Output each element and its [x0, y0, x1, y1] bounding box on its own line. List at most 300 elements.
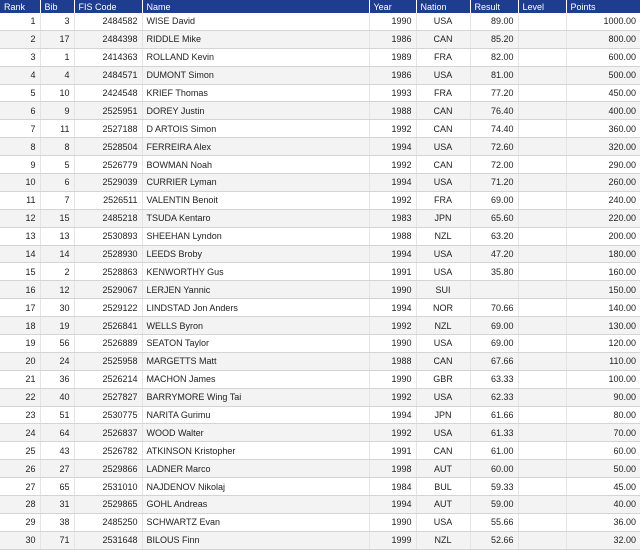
cell-rank: 18: [0, 317, 40, 335]
cell-year: 1988: [369, 227, 416, 245]
cell-fis: 2484582: [74, 13, 142, 30]
table-row: [0, 281, 640, 299]
cell-bib: 51: [40, 406, 74, 424]
cell-name[interactable]: LINDSTAD Jon Anders: [142, 299, 369, 317]
table-body: [0, 13, 640, 549]
cell-result: 76.40: [470, 102, 518, 120]
cell-bib: 24: [40, 352, 74, 370]
cell-level: [518, 209, 566, 227]
cell-year: 1988: [369, 102, 416, 120]
cell-rank: 30: [0, 531, 40, 549]
cell-rank: 9: [0, 156, 40, 174]
cell-bib: 64: [40, 424, 74, 442]
table-row: [0, 370, 640, 388]
cell-fis: 2527827: [74, 388, 142, 406]
cell-bib: 7: [40, 191, 74, 209]
cell-fis: 2526837: [74, 424, 142, 442]
cell-bib: 15: [40, 209, 74, 227]
table-row: [0, 66, 640, 84]
column-header-fis-code[interactable]: FIS Code: [74, 0, 142, 13]
cell-points: 80.00: [566, 406, 640, 424]
cell-bib: 3: [40, 13, 74, 30]
cell-result: 77.20: [470, 84, 518, 102]
cell-name[interactable]: BOWMAN Noah: [142, 156, 369, 174]
cell-nation: USA: [416, 388, 470, 406]
cell-result: [470, 281, 518, 299]
cell-year: 1990: [369, 335, 416, 353]
table-row: [0, 424, 640, 442]
cell-bib: 5: [40, 156, 74, 174]
cell-nation: USA: [416, 13, 470, 30]
cell-year: 1992: [369, 424, 416, 442]
cell-level: [518, 317, 566, 335]
cell-year: 1994: [369, 299, 416, 317]
cell-points: 800.00: [566, 30, 640, 48]
cell-points: 240.00: [566, 191, 640, 209]
cell-nation: CAN: [416, 156, 470, 174]
table-row: [0, 352, 640, 370]
cell-result: 59.00: [470, 496, 518, 514]
cell-rank: 29: [0, 513, 40, 531]
cell-year: 1990: [369, 513, 416, 531]
cell-result: 63.20: [470, 227, 518, 245]
cell-fis: 2528930: [74, 245, 142, 263]
cell-points: 45.00: [566, 478, 640, 496]
cell-points: 450.00: [566, 84, 640, 102]
cell-fis: 2530893: [74, 227, 142, 245]
cell-fis: 2529122: [74, 299, 142, 317]
cell-nation: CAN: [416, 102, 470, 120]
cell-points: 400.00: [566, 102, 640, 120]
cell-fis: 2527188: [74, 120, 142, 138]
cell-year: 1988: [369, 352, 416, 370]
cell-rank: 14: [0, 245, 40, 263]
cell-year: 1998: [369, 460, 416, 478]
cell-level: [518, 388, 566, 406]
column-header-name[interactable]: Name: [142, 0, 369, 13]
cell-nation: CAN: [416, 120, 470, 138]
table-row: [0, 120, 640, 138]
cell-fis: 2531648: [74, 531, 142, 549]
table-row: [0, 478, 640, 496]
cell-level: [518, 227, 566, 245]
table-row: [0, 227, 640, 245]
cell-bib: 38: [40, 513, 74, 531]
cell-name[interactable]: LADNER Marco: [142, 460, 369, 478]
table-row: [0, 191, 640, 209]
cell-points: 260.00: [566, 174, 640, 192]
cell-rank: 23: [0, 406, 40, 424]
table-row: [0, 30, 640, 48]
cell-rank: 21: [0, 370, 40, 388]
cell-year: 1994: [369, 245, 416, 263]
table-header: [0, 0, 640, 13]
cell-year: 1984: [369, 478, 416, 496]
cell-bib: 2: [40, 263, 74, 281]
cell-result: 72.00: [470, 156, 518, 174]
cell-name[interactable]: KRIEF Thomas: [142, 84, 369, 102]
cell-points: 180.00: [566, 245, 640, 263]
table-row: [0, 263, 640, 281]
cell-year: 1999: [369, 531, 416, 549]
cell-points: 160.00: [566, 263, 640, 281]
cell-nation: USA: [416, 138, 470, 156]
table-row: [0, 442, 640, 460]
cell-fis: 2529067: [74, 281, 142, 299]
cell-fis: 2526782: [74, 442, 142, 460]
cell-level: [518, 245, 566, 263]
cell-name[interactable]: MARGETTS Matt: [142, 352, 369, 370]
table-row: [0, 531, 640, 549]
cell-rank: 19: [0, 335, 40, 353]
cell-rank: 17: [0, 299, 40, 317]
cell-result: 61.33: [470, 424, 518, 442]
cell-bib: 13: [40, 227, 74, 245]
cell-result: 89.00: [470, 13, 518, 30]
cell-name[interactable]: BARRYMORE Wing Tai: [142, 388, 369, 406]
cell-fis: 2529865: [74, 496, 142, 514]
cell-nation: FRA: [416, 191, 470, 209]
cell-rank: 12: [0, 209, 40, 227]
cell-name[interactable]: KENWORTHY Gus: [142, 263, 369, 281]
table-row: [0, 48, 640, 66]
cell-bib: 4: [40, 66, 74, 84]
cell-nation: USA: [416, 513, 470, 531]
cell-year: 1990: [369, 281, 416, 299]
cell-points: 120.00: [566, 335, 640, 353]
table-row: [0, 317, 640, 335]
cell-bib: 6: [40, 174, 74, 192]
cell-points: 40.00: [566, 496, 640, 514]
cell-fis: 2526511: [74, 191, 142, 209]
cell-year: 1992: [369, 388, 416, 406]
cell-year: 1986: [369, 66, 416, 84]
table-row: [0, 460, 640, 478]
cell-level: [518, 120, 566, 138]
cell-nation: USA: [416, 174, 470, 192]
cell-name[interactable]: ROLLAND Kevin: [142, 48, 369, 66]
cell-nation: NOR: [416, 299, 470, 317]
cell-result: 82.00: [470, 48, 518, 66]
cell-rank: 15: [0, 263, 40, 281]
cell-result: 70.66: [470, 299, 518, 317]
cell-rank: 8: [0, 138, 40, 156]
cell-nation: NZL: [416, 227, 470, 245]
cell-nation: USA: [416, 424, 470, 442]
cell-points: 70.00: [566, 424, 640, 442]
cell-level: [518, 174, 566, 192]
cell-rank: 1: [0, 13, 40, 30]
cell-rank: 13: [0, 227, 40, 245]
cell-year: 1994: [369, 496, 416, 514]
cell-bib: 9: [40, 102, 74, 120]
cell-points: 150.00: [566, 281, 640, 299]
cell-year: 1983: [369, 209, 416, 227]
cell-points: 130.00: [566, 317, 640, 335]
cell-year: 1993: [369, 84, 416, 102]
column-header-bib[interactable]: Bib: [40, 0, 74, 13]
table-row: [0, 102, 640, 120]
cell-level: [518, 156, 566, 174]
cell-year: 1992: [369, 191, 416, 209]
cell-fis: 2525958: [74, 352, 142, 370]
cell-result: 61.66: [470, 406, 518, 424]
cell-bib: 36: [40, 370, 74, 388]
cell-level: [518, 513, 566, 531]
cell-bib: 43: [40, 442, 74, 460]
cell-name[interactable]: GOHL Andreas: [142, 496, 369, 514]
cell-points: 360.00: [566, 120, 640, 138]
cell-year: 1994: [369, 174, 416, 192]
cell-result: 69.00: [470, 317, 518, 335]
cell-nation: USA: [416, 263, 470, 281]
cell-result: 67.66: [470, 352, 518, 370]
cell-points: 320.00: [566, 138, 640, 156]
cell-name[interactable]: RIDDLE Mike: [142, 30, 369, 48]
cell-year: 1992: [369, 317, 416, 335]
cell-rank: 26: [0, 460, 40, 478]
cell-bib: 11: [40, 120, 74, 138]
cell-rank: 22: [0, 388, 40, 406]
cell-year: 1991: [369, 442, 416, 460]
cell-result: 85.20: [470, 30, 518, 48]
cell-year: 1990: [369, 13, 416, 30]
cell-points: 200.00: [566, 227, 640, 245]
cell-nation: AUT: [416, 460, 470, 478]
cell-name[interactable]: VALENTIN Benoit: [142, 191, 369, 209]
cell-level: [518, 138, 566, 156]
cell-level: [518, 48, 566, 66]
table-row: [0, 406, 640, 424]
cell-bib: 10: [40, 84, 74, 102]
cell-result: 59.33: [470, 478, 518, 496]
cell-level: [518, 84, 566, 102]
cell-nation: AUT: [416, 496, 470, 514]
cell-nation: NZL: [416, 531, 470, 549]
cell-fis: 2484398: [74, 30, 142, 48]
cell-name[interactable]: WISE David: [142, 13, 369, 30]
cell-nation: JPN: [416, 406, 470, 424]
cell-level: [518, 299, 566, 317]
cell-bib: 40: [40, 388, 74, 406]
cell-fis: 2529866: [74, 460, 142, 478]
cell-level: [518, 370, 566, 388]
cell-fis: 2484571: [74, 66, 142, 84]
cell-rank: 25: [0, 442, 40, 460]
cell-name[interactable]: FERREIRA Alex: [142, 138, 369, 156]
column-header-year[interactable]: Year: [369, 0, 416, 13]
cell-bib: 71: [40, 531, 74, 549]
cell-name[interactable]: TSUDA Kentaro: [142, 209, 369, 227]
cell-bib: 19: [40, 317, 74, 335]
cell-name[interactable]: DOREY Justin: [142, 102, 369, 120]
cell-year: 1991: [369, 263, 416, 281]
cell-bib: 27: [40, 460, 74, 478]
cell-fis: 2528504: [74, 138, 142, 156]
cell-result: 72.60: [470, 138, 518, 156]
table-row: [0, 174, 640, 192]
cell-points: 140.00: [566, 299, 640, 317]
table-row: [0, 388, 640, 406]
table-row: [0, 513, 640, 531]
cell-fis: 2526779: [74, 156, 142, 174]
cell-level: [518, 263, 566, 281]
table-row: [0, 13, 640, 30]
cell-rank: 10: [0, 174, 40, 192]
cell-name[interactable]: DUMONT Simon: [142, 66, 369, 84]
cell-bib: 17: [40, 30, 74, 48]
cell-nation: SUI: [416, 281, 470, 299]
cell-points: 290.00: [566, 156, 640, 174]
cell-year: 1990: [369, 370, 416, 388]
column-header-level[interactable]: Level: [518, 0, 566, 13]
cell-name[interactable]: NARITA Gurimu: [142, 406, 369, 424]
cell-fis: 2485218: [74, 209, 142, 227]
cell-name[interactable]: CURRIER Lyman: [142, 174, 369, 192]
table-row: [0, 84, 640, 102]
cell-level: [518, 102, 566, 120]
cell-name[interactable]: LERJEN Yannic: [142, 281, 369, 299]
cell-name[interactable]: D ARTOIS Simon: [142, 120, 369, 138]
cell-level: [518, 460, 566, 478]
table-row: [0, 299, 640, 317]
column-header-nation[interactable]: Nation: [416, 0, 470, 13]
cell-name[interactable]: WELLS Byron: [142, 317, 369, 335]
cell-result: 52.66: [470, 531, 518, 549]
cell-fis: 2525951: [74, 102, 142, 120]
cell-bib: 65: [40, 478, 74, 496]
cell-points: 36.00: [566, 513, 640, 531]
cell-bib: 12: [40, 281, 74, 299]
cell-level: [518, 335, 566, 353]
cell-level: [518, 352, 566, 370]
cell-level: [518, 191, 566, 209]
cell-year: 1992: [369, 120, 416, 138]
cell-name[interactable]: WOOD Walter: [142, 424, 369, 442]
cell-nation: FRA: [416, 48, 470, 66]
header-row: [0, 0, 640, 13]
cell-rank: 16: [0, 281, 40, 299]
cell-bib: 8: [40, 138, 74, 156]
cell-bib: 31: [40, 496, 74, 514]
cell-nation: USA: [416, 245, 470, 263]
cell-nation: CAN: [416, 352, 470, 370]
cell-year: 1994: [369, 138, 416, 156]
cell-result: 61.00: [470, 442, 518, 460]
cell-fis: 2526214: [74, 370, 142, 388]
cell-level: [518, 442, 566, 460]
cell-level: [518, 406, 566, 424]
cell-fis: 2526841: [74, 317, 142, 335]
table-row: [0, 245, 640, 263]
cell-points: 50.00: [566, 460, 640, 478]
cell-level: [518, 531, 566, 549]
cell-rank: 3: [0, 48, 40, 66]
cell-rank: 7: [0, 120, 40, 138]
cell-result: 69.00: [470, 191, 518, 209]
cell-name[interactable]: SCHWARTZ Evan: [142, 513, 369, 531]
cell-result: 74.40: [470, 120, 518, 138]
cell-nation: GBR: [416, 370, 470, 388]
cell-year: 1992: [369, 156, 416, 174]
cell-result: 63.33: [470, 370, 518, 388]
cell-fis: 2526889: [74, 335, 142, 353]
cell-name[interactable]: MACHON James: [142, 370, 369, 388]
table-row: [0, 156, 640, 174]
cell-points: 600.00: [566, 48, 640, 66]
cell-result: 71.20: [470, 174, 518, 192]
cell-name[interactable]: SHEEHAN Lyndon: [142, 227, 369, 245]
column-header-points[interactable]: Points: [566, 0, 640, 13]
cell-points: 100.00: [566, 370, 640, 388]
cell-level: [518, 66, 566, 84]
cell-level: [518, 496, 566, 514]
table-row: [0, 209, 640, 227]
cell-name[interactable]: BILOUS Finn: [142, 531, 369, 549]
cell-points: 220.00: [566, 209, 640, 227]
cell-nation: CAN: [416, 30, 470, 48]
cell-bib: 1: [40, 48, 74, 66]
cell-year: 1989: [369, 48, 416, 66]
cell-fis: 2528863: [74, 263, 142, 281]
cell-result: 81.00: [470, 66, 518, 84]
cell-points: 60.00: [566, 442, 640, 460]
cell-rank: 28: [0, 496, 40, 514]
cell-name[interactable]: ATKINSON Kristopher: [142, 442, 369, 460]
cell-points: 90.00: [566, 388, 640, 406]
cell-points: 32.00: [566, 531, 640, 549]
cell-fis: 2531010: [74, 478, 142, 496]
cell-rank: 20: [0, 352, 40, 370]
cell-level: [518, 13, 566, 30]
cell-rank: 6: [0, 102, 40, 120]
cell-fis: 2424548: [74, 84, 142, 102]
cell-nation: USA: [416, 335, 470, 353]
cell-points: 500.00: [566, 66, 640, 84]
cell-bib: 30: [40, 299, 74, 317]
cell-nation: BUL: [416, 478, 470, 496]
cell-rank: 11: [0, 191, 40, 209]
cell-year: 1986: [369, 30, 416, 48]
cell-fis: 2414363: [74, 48, 142, 66]
column-header-rank[interactable]: Rank: [0, 0, 40, 13]
cell-rank: 4: [0, 66, 40, 84]
cell-bib: 14: [40, 245, 74, 263]
cell-result: 47.20: [470, 245, 518, 263]
table-row: [0, 496, 640, 514]
cell-name[interactable]: SEATON Taylor: [142, 335, 369, 353]
cell-points: 110.00: [566, 352, 640, 370]
cell-fis: 2529039: [74, 174, 142, 192]
cell-name[interactable]: NAJDENOV Nikolaj: [142, 478, 369, 496]
column-header-result[interactable]: Result: [470, 0, 518, 13]
cell-fis: 2485250: [74, 513, 142, 531]
cell-level: [518, 30, 566, 48]
cell-result: 69.00: [470, 335, 518, 353]
cell-rank: 24: [0, 424, 40, 442]
cell-rank: 5: [0, 84, 40, 102]
cell-result: 60.00: [470, 460, 518, 478]
cell-result: 65.60: [470, 209, 518, 227]
table-row: [0, 138, 640, 156]
cell-level: [518, 281, 566, 299]
cell-level: [518, 478, 566, 496]
cell-name[interactable]: LEEDS Broby: [142, 245, 369, 263]
cell-nation: USA: [416, 66, 470, 84]
cell-rank: 2: [0, 30, 40, 48]
cell-level: [518, 424, 566, 442]
cell-year: 1994: [369, 406, 416, 424]
